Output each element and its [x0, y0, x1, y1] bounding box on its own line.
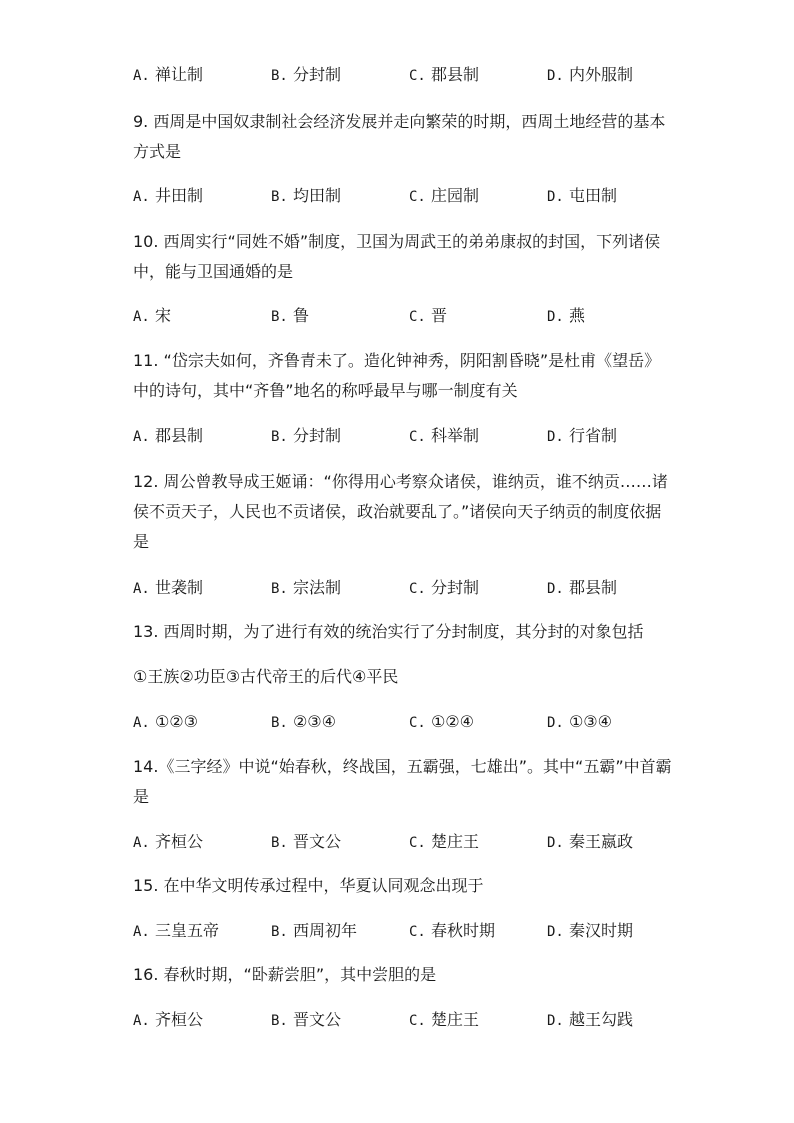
- q12-option-c: C. 分封制: [409, 578, 479, 597]
- q11-option-a: A. 郡县制: [133, 426, 203, 445]
- q13-sub-items: ①王族②功臣③古代帝王的后代④平民: [133, 667, 399, 686]
- q14-option-d: D. 秦王嬴政: [547, 832, 633, 851]
- q16-option-d: D. 越王勾践: [547, 1010, 633, 1029]
- q14-stem-block: [133, 752, 673, 812]
- q12-options: [133, 573, 693, 603]
- q15-option-c: C. 春秋时期: [409, 921, 495, 940]
- q14-option-a: A. 齐桓公: [133, 832, 203, 851]
- q14-options: [133, 827, 693, 857]
- q10-option-d: D. 燕: [547, 306, 585, 325]
- q15-options: [133, 916, 693, 946]
- q8-options: [133, 60, 693, 90]
- q16-stem: 16. 春秋时期，“卧薪尝胆”，其中尝胆的是: [133, 965, 437, 984]
- q8-option-a: A. 禅让制: [133, 65, 203, 84]
- q14-option-b: B. 晋文公: [271, 832, 341, 851]
- q9-stem-block: [133, 107, 673, 167]
- q13-option-d: D. ①③④: [547, 712, 612, 731]
- q15-option-a: A. 三皇五帝: [133, 921, 219, 940]
- q13-stem-block: [133, 617, 673, 647]
- q15-option-d: D. 秦汉时期: [547, 921, 633, 940]
- q9-option-c: C. 庄园制: [409, 186, 479, 205]
- q16-options: [133, 1005, 693, 1035]
- q11-option-b: B. 分封制: [271, 426, 341, 445]
- q12-option-d: D. 郡县制: [547, 578, 617, 597]
- q12-option-a: A. 世袭制: [133, 578, 203, 597]
- q13-option-a: A. ①②③: [133, 712, 198, 731]
- q9-options: [133, 181, 693, 211]
- q9-option-a: A. 井田制: [133, 186, 203, 205]
- q8-option-d: D. 内外服制: [547, 65, 633, 84]
- q14-option-c: C. 楚庄王: [409, 832, 479, 851]
- q12-stem: 12. 周公曾教导成王姬诵：“你得用心考察众诸侯，谁纳贡，谁不纳贡……诸侯不贡天子，人民也不贡诸侯，政治就要乱了。”诸侯向天子纳贡的制度依据是: [133, 472, 668, 551]
- q8-option-b: B. 分封制: [271, 65, 341, 84]
- q11-options: [133, 421, 693, 451]
- q10-option-b: B. 鲁: [271, 306, 309, 325]
- q13-options: [133, 707, 693, 737]
- q16-option-b: B. 晋文公: [271, 1010, 341, 1029]
- q13-option-b: B. ②③④: [271, 712, 336, 731]
- q10-stem-block: [133, 227, 673, 287]
- q16-stem-block: [133, 960, 673, 990]
- q13-sub-block: [133, 662, 673, 692]
- q12-option-b: B. 宗法制: [271, 578, 341, 597]
- q11-option-d: D. 行省制: [547, 426, 617, 445]
- q9-stem: 9. 西周是中国奴隶制社会经济发展并走向繁荣的时期，西周土地经营的基本方式是: [133, 112, 666, 161]
- q10-stem: 10. 西周实行“同姓不婚”制度，卫国为周武王的弟弟康叔的封国，下列诸侯中，能与卫国通婚的是: [133, 232, 661, 281]
- q9-option-d: D. 屯田制: [547, 186, 617, 205]
- q15-option-b: B. 西周初年: [271, 921, 357, 940]
- q10-option-a: A. 宋: [133, 306, 171, 325]
- q12-stem-block: [133, 467, 673, 557]
- q13-option-c: C. ①②④: [409, 712, 474, 731]
- q11-option-c: C. 科举制: [409, 426, 479, 445]
- q16-option-a: A. 齐桓公: [133, 1010, 203, 1029]
- q15-stem: 15. 在中华文明传承过程中，华夏认同观念出现于: [133, 876, 484, 895]
- q10-options: [133, 301, 693, 331]
- q10-option-c: C. 晋: [409, 306, 447, 325]
- q15-stem-block: [133, 871, 673, 901]
- q9-option-b: B. 均田制: [271, 186, 341, 205]
- q11-stem-block: [133, 346, 673, 406]
- q13-stem: 13. 西周时期，为了进行有效的统治实行了分封制度，其分封的对象包括: [133, 622, 644, 641]
- q14-stem: 14.《三字经》中说“始春秋，终战国，五霸强，七雄出”。其中“五霸”中首霸是: [133, 757, 672, 806]
- q8-option-c: C. 郡县制: [409, 65, 479, 84]
- q11-stem: 11. “岱宗夫如何，齐鲁青未了。造化钟神秀，阴阳割昏晓”是杜甫《望岳》中的诗句，其中“齐鲁”地名的称呼最早与哪一制度有关: [133, 351, 661, 400]
- q16-option-c: C. 楚庄王: [409, 1010, 479, 1029]
